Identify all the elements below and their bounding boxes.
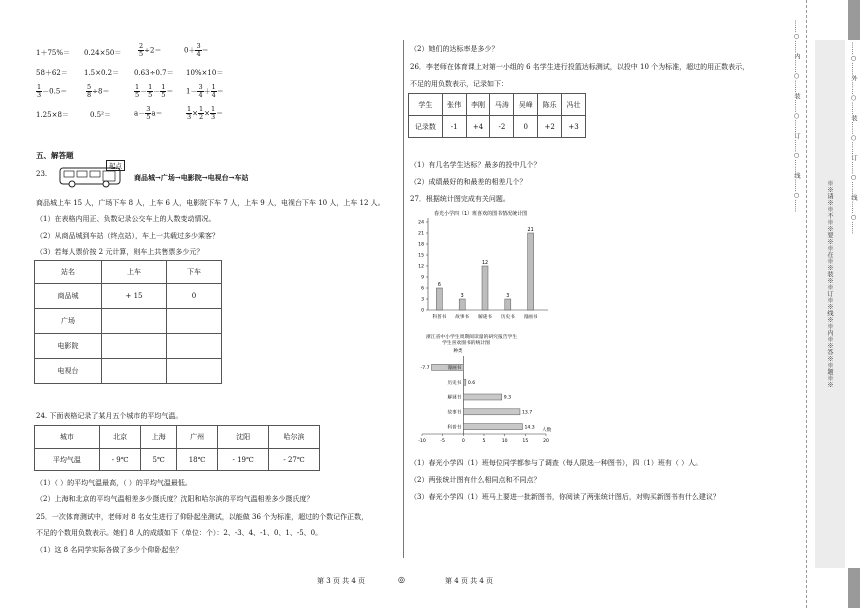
calc-item: 0.5²＝: [90, 111, 111, 119]
calc-item: 58＋62＝: [36, 69, 68, 77]
q27-title: 27．根据统计图完成有关问题。: [410, 195, 510, 203]
calc-item-frac: $\frac{1}{3}$ －0.5＝: [37, 83, 68, 99]
q25-line1: 25．一次体育测试中，老师对 8 名女生进行了仰卧起坐测试，以能做 36 个为标准，超过的个数记作正数，: [36, 513, 369, 521]
data-label: 14.3: [524, 425, 535, 431]
table-header: 北京: [99, 426, 141, 449]
chart-title: 浙江省中小学生周期阅读量的研究报告学生: [426, 335, 518, 340]
column-divider: [403, 40, 404, 558]
q25-sub1: （1）这 8 名同学实际各做了多少个仰卧起坐？: [36, 546, 183, 554]
corner-block-top: [848, 0, 860, 40]
calc-item: 1＋75%＝: [36, 49, 71, 57]
q26-sub2: （2）成绩最好的和最差的相差几个？: [410, 178, 527, 186]
bar: [436, 288, 442, 310]
binding-dashed-line: [806, 0, 808, 608]
table-cell: -1: [442, 116, 466, 138]
y-tick-label: 9: [421, 275, 424, 281]
y-tick-label: 3: [421, 297, 424, 303]
data-label: 6: [437, 283, 441, 288]
table-cell: [102, 359, 167, 384]
table-cell: 电影院: [35, 334, 102, 359]
x-tick-label: 解谜书: [478, 315, 492, 320]
footer-page-left: 第 3 页 共 4 页: [317, 577, 366, 585]
table-cell: + 15: [102, 284, 167, 309]
bar: [528, 233, 534, 310]
q23-text: 商品城上车 15 人，广场下车 8 人，上车 6 人，电影院下车 7 人，上车 9 人，电视台下车 10 人，上车 12 人。: [36, 199, 385, 207]
y-tick-label: 科普书: [447, 425, 462, 431]
calc-item-frac: $\frac{5}{8}$ ÷8＝: [87, 83, 110, 99]
table-cell: 记录数: [409, 116, 443, 138]
y-tick-label: 6: [421, 286, 424, 292]
table-cell: +3: [562, 116, 586, 138]
q25-sub2: （2）她们的达标率是多少？: [410, 45, 499, 53]
table-header: 哈尔滨: [269, 426, 320, 449]
y-tick-label: 漫画书: [447, 366, 462, 372]
bar: [463, 379, 465, 385]
q23-sub3: （3）若每人票价按 2 元计算，则车上共售票多少元？: [36, 248, 204, 256]
bar: [463, 409, 520, 415]
x-tick-label: 15: [522, 439, 529, 444]
table-header: 上车: [102, 261, 167, 284]
calc-item: 0.63÷0.7＝: [134, 69, 174, 77]
x-tick-label: -5: [440, 439, 445, 444]
calc-item-frac: 0＋ $\frac{3}{4}$ ＝: [184, 42, 209, 58]
data-label: 0.6: [467, 380, 476, 386]
calc-row-1: [36, 42, 256, 60]
y-axis-title: 种类: [453, 349, 463, 354]
table-cell: 5℃: [141, 449, 177, 471]
table-cell: [167, 359, 222, 384]
q26-line2: 不足的用负数表示，记录如下：: [410, 80, 508, 88]
data-label: 9.3: [503, 395, 512, 401]
binding-warning: ※※请※※不※※要※※在※※装※※订※※线※※内※※答※※题※※: [826, 180, 833, 388]
data-label: 13.7: [521, 410, 533, 416]
table-cell: [102, 309, 167, 334]
y-tick-label: 12: [418, 264, 424, 270]
q27-sub2: （2）两张统计图有什么相同点和不同点？: [410, 476, 541, 484]
q26-line1: 26．李老师在体育课上对第一小组的 6 名学生进行投篮达标测试，以投中 10 个为标准，超过的用正数表示，: [410, 63, 750, 71]
x-tick-label: 20: [543, 439, 549, 444]
y-tick-label: 故事书: [447, 410, 462, 416]
binding-inner-dotted: ……○……内……○……装……○……订……○……线……○……: [793, 20, 800, 213]
y-tick-label: 解谜书: [447, 395, 462, 401]
table-cell: [102, 334, 167, 359]
chart-title: 春光小学四（1）班喜欢的图书情况统计图: [434, 211, 528, 217]
section-title: 五、解答题: [36, 151, 74, 160]
table-cell: 广场: [35, 309, 102, 334]
y-tick-label: 21: [418, 231, 424, 237]
table-cell: [167, 334, 222, 359]
binding-outer-dotted: ……○……外……○……装……○……订……○……线……○……: [850, 42, 857, 235]
x-tick-label: 10: [501, 439, 508, 444]
table-cell: 电视台: [35, 359, 102, 384]
data-label: 3: [506, 294, 510, 299]
table-cell: - 19℃: [218, 449, 269, 471]
table-header: 沈阳: [218, 426, 269, 449]
table-header: 下车: [167, 261, 222, 284]
q23-sub2: （2）从商品城到车站（终点站），车上一共载过多少乘客？: [36, 232, 219, 240]
q25-line2: 不足的个数用负数表示。她们 8 人的成绩如下（单位：个）：2、-3、4、-1、0、1、-5、0。: [36, 529, 323, 537]
x-tick-label: 漫画书: [523, 315, 538, 320]
table-header: 李刚: [466, 94, 490, 116]
table-cell: +2: [538, 116, 562, 138]
calc-item: 0.24×50＝: [84, 49, 122, 57]
table-cell: 平均气温: [35, 449, 100, 471]
x-tick-label: 5: [482, 439, 486, 444]
table-cell: 18℃: [176, 449, 217, 471]
data-label: 3: [460, 294, 464, 299]
x-tick-label: 故事书: [455, 315, 470, 320]
calc-item: 1.5×0.2＝: [84, 69, 120, 77]
q24-sub2: （2）上海和北京的平均气温相差多少摄氏度？沈阳和哈尔滨的平均气温相差多少摄氏度？: [36, 495, 314, 503]
q23-number: 23.: [36, 170, 48, 178]
table-header: 广州: [176, 426, 217, 449]
table-header: 城市: [35, 426, 100, 449]
bar: [463, 424, 522, 430]
table-header: 上海: [141, 426, 177, 449]
table-header: 吴峰: [514, 94, 538, 116]
q27-sub1: （1）春光小学四（1）班每位同学都参与了调查（每人限选一种图书），四（1）班有（ ）人。: [410, 459, 703, 467]
y-tick-label: 0: [421, 308, 424, 314]
bar: [459, 299, 465, 310]
calc-item-frac: a－ $\frac{3}{5}$ a＝: [134, 105, 163, 121]
table-header: 张伟: [442, 94, 466, 116]
start-label: 起点: [106, 160, 125, 171]
x-tick-label: -10: [418, 439, 426, 444]
bar: [463, 394, 501, 400]
q23-table: [34, 260, 222, 384]
table-header: 学生: [409, 94, 443, 116]
x-axis-label: 人数: [542, 428, 552, 433]
corner-block-bottom: [848, 568, 860, 608]
calc-item-frac: $\frac{1}{5}$ － $\frac{1}{5}$ － $\frac{1}{5}$ ＝: [135, 83, 174, 99]
calc-item-frac: $\frac{2}{5}$ ÷2＝: [139, 42, 162, 58]
x-tick-label: 历史书: [500, 315, 515, 320]
data-label: -7.7: [420, 366, 430, 372]
table-cell: -2: [490, 116, 514, 138]
table-cell: 0: [514, 116, 538, 138]
table-cell: - 27℃: [269, 449, 320, 471]
data-label: 12: [481, 261, 489, 266]
vertical-bar-chart: [410, 206, 560, 324]
table-header: 马涛: [490, 94, 514, 116]
table-header: 冯壮: [562, 94, 586, 116]
y-tick-label: 18: [418, 242, 424, 248]
calc-item: 1.25×8＝: [36, 111, 69, 119]
y-tick-label: 24: [418, 220, 424, 226]
q26-table: [408, 93, 586, 138]
q24-table: [34, 425, 320, 471]
data-label: 21: [527, 228, 534, 233]
bar: [505, 299, 511, 310]
horizontal-bar-chart: [408, 332, 558, 452]
table-cell: +4: [466, 116, 490, 138]
q23-sub1: （1）在表格内用正、负数记录公交车上的人数变动情况。: [36, 215, 216, 223]
y-tick-label: 历史书: [447, 380, 462, 386]
table-cell: - 9℃: [99, 449, 141, 471]
x-tick-label: 科普书: [432, 315, 447, 320]
y-tick-label: 15: [418, 253, 424, 259]
table-header: 站名: [35, 261, 102, 284]
q26-sub1: （1）有几名学生达标？最多的投中几个？: [410, 161, 541, 169]
calc-item-frac: 1－ $\frac{3}{4}$ ＋ $\frac{1}{4}$ ＝: [186, 83, 224, 99]
q24-text: 24. 下面表格记录了某月五个城市的平均气温。: [36, 412, 183, 420]
q27-sub3: （3）春光小学四（1）班马上要进一批新图书，你阅读了两张统计图后，对购买新图书有什么建议？: [410, 493, 720, 501]
calc-item-frac: $\frac{1}{3}$ × $\frac{1}{2}$ × $\frac{1}{3}$ ＝: [187, 105, 224, 121]
table-cell: 0: [167, 284, 222, 309]
table-header: 陈乐: [538, 94, 562, 116]
table-cell: [167, 309, 222, 334]
chart-title: 学生喜欢图书的统计图: [442, 341, 490, 346]
bar: [482, 266, 488, 310]
footer-page-right: 第 4 页 共 4 页: [445, 577, 494, 585]
bus-route: 商品城→广场→电影院→电视台→车站: [134, 173, 249, 182]
q24-sub1: （1）（ ）的平均气温最高，（ ）的平均气温最低。: [36, 479, 192, 487]
footer-circle: ◎: [398, 575, 405, 584]
table-cell: 商品城: [35, 284, 102, 309]
x-tick-label: 0: [461, 439, 465, 444]
calc-item: 10%×10＝: [186, 69, 224, 77]
